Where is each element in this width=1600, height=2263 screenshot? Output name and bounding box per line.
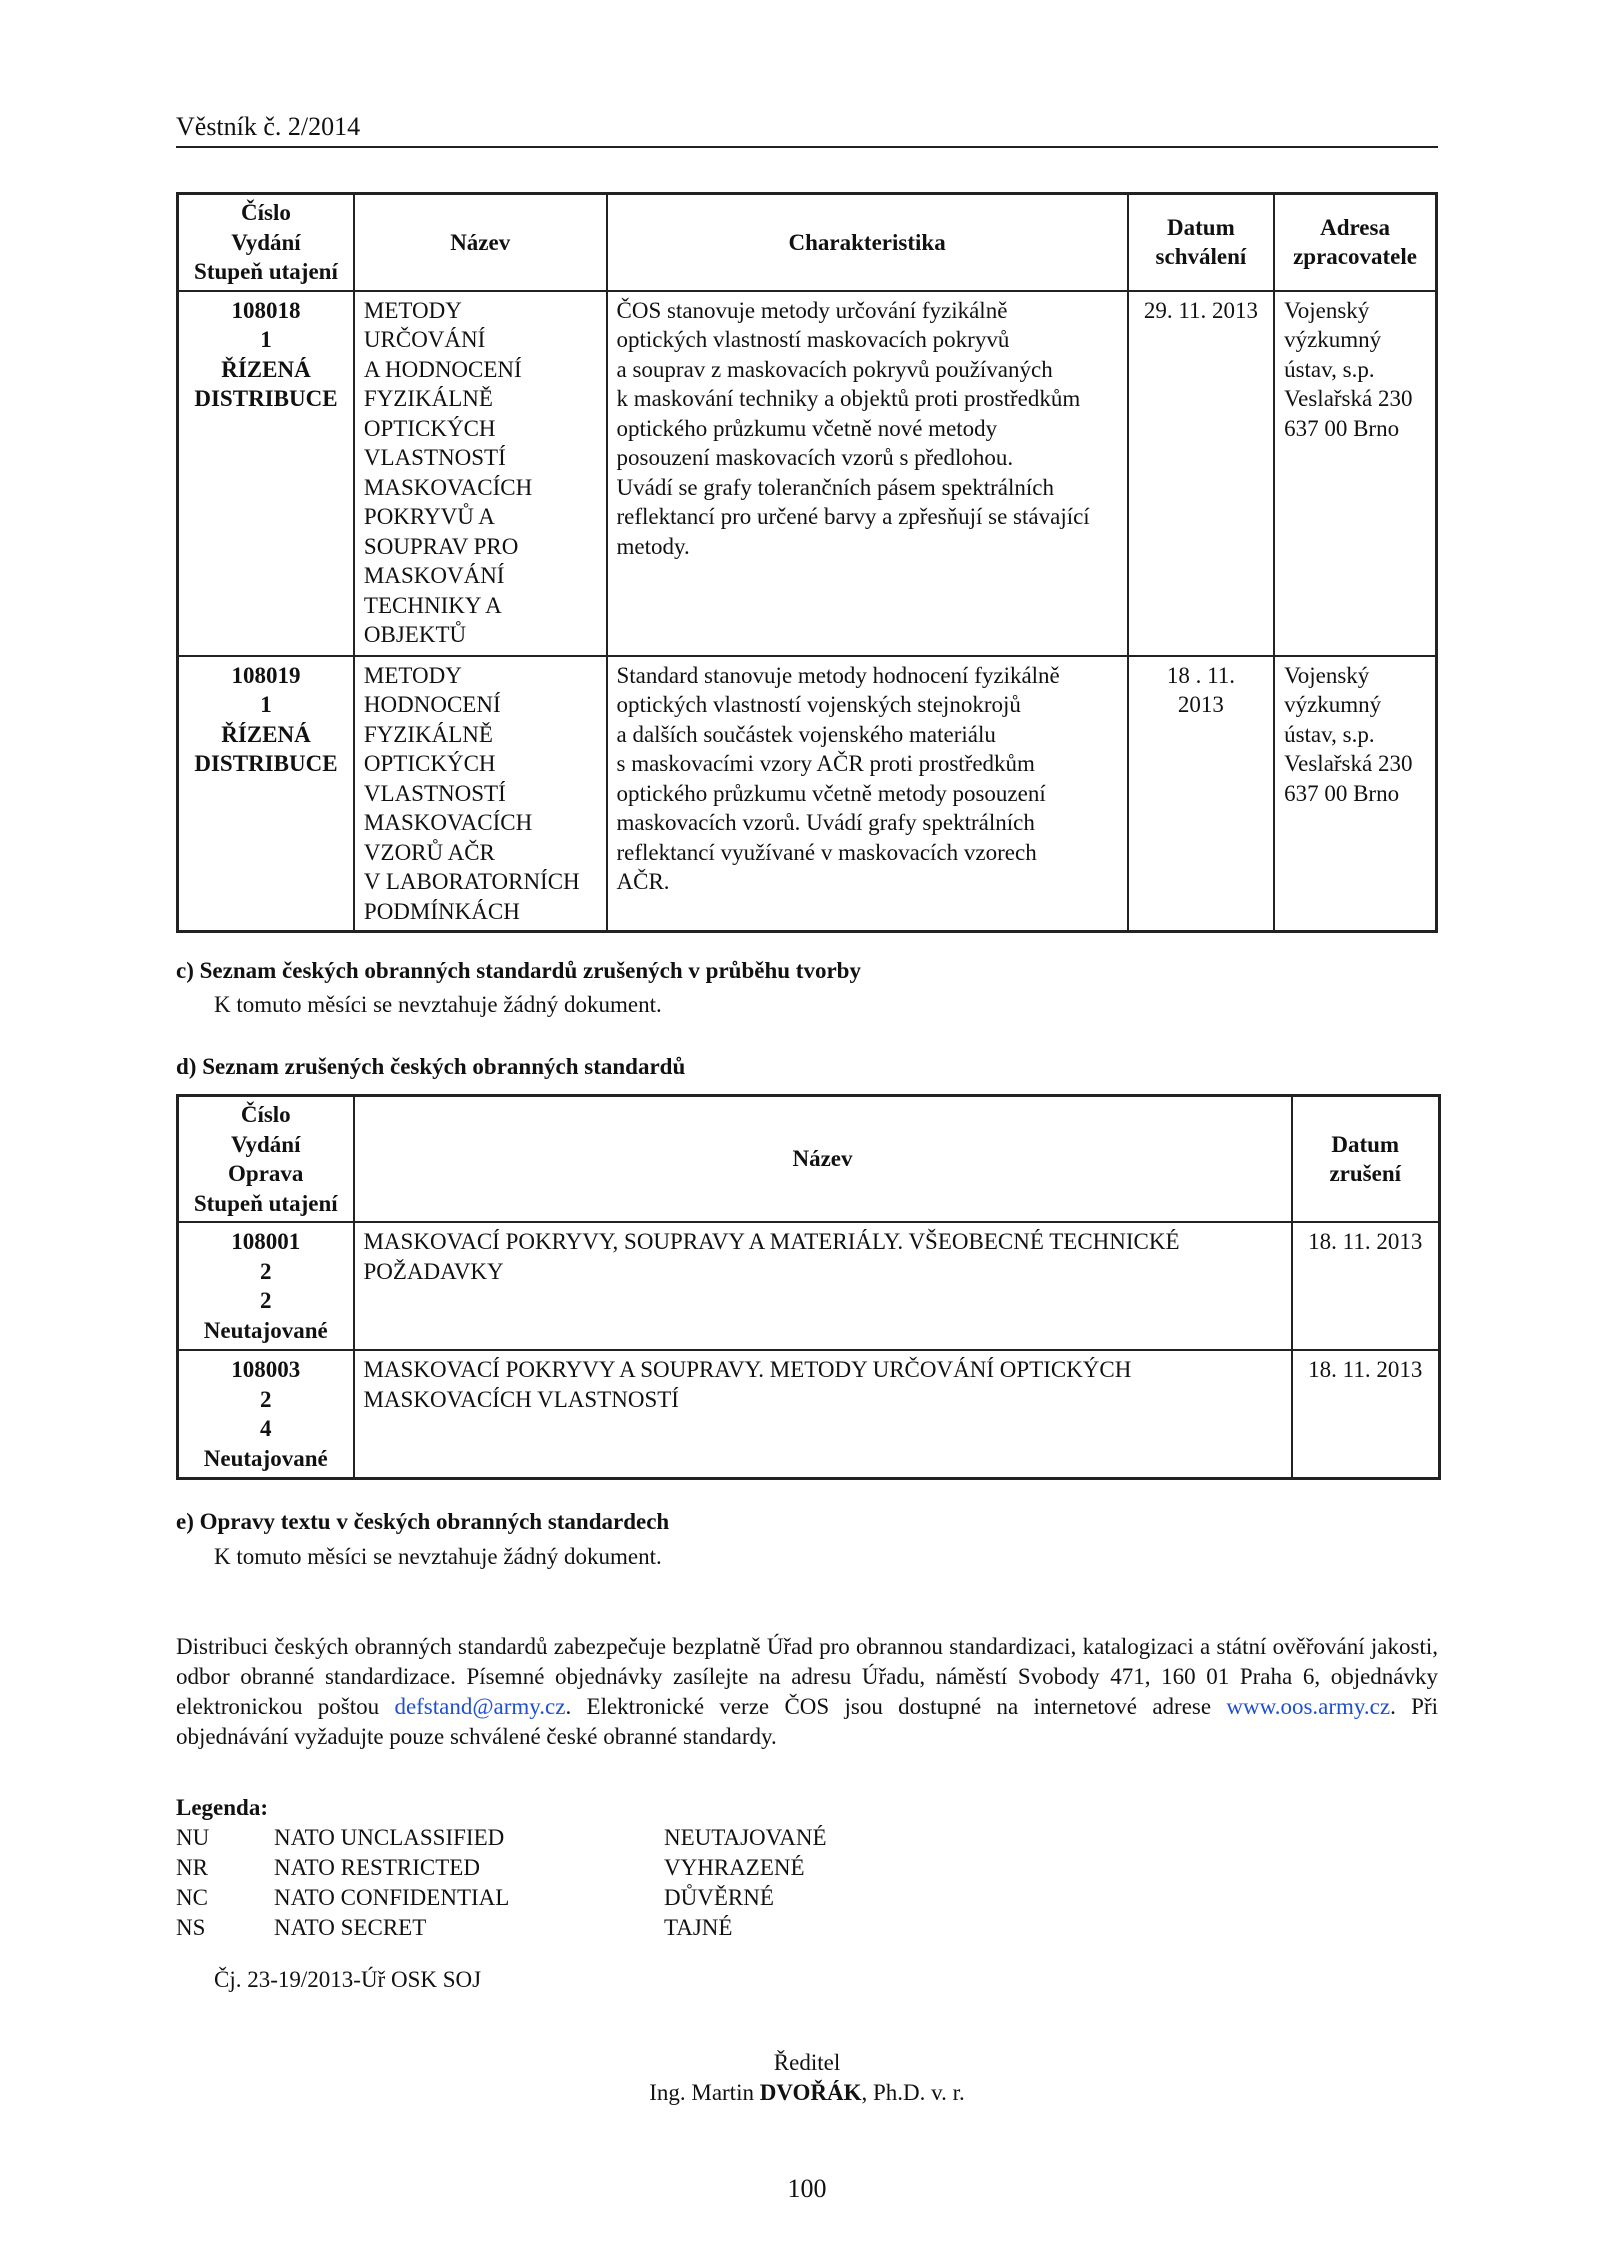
cancelled-standards-table (176, 1094, 1441, 1480)
legend (176, 1793, 827, 1943)
running-header: Věstník č. 2/2014 (176, 112, 1438, 148)
section-d-heading: d) Seznam zrušených českých obranných standardů (176, 1054, 686, 1079)
legend-code: NC (176, 1885, 208, 1910)
signature-name-prefix: Ing. Martin (649, 2080, 760, 2105)
cell-standard-id: 108001 2 2 Neutajované (178, 1222, 354, 1350)
section-e-note: K tomuto měsíci se nevztahuje žádný dokument. (214, 1544, 662, 1569)
page-number: 100 (787, 2174, 827, 2203)
cell-approval-date: 29. 11. 2013 (1128, 291, 1274, 656)
legend-czech: NEUTAJOVANÉ (664, 1825, 827, 1850)
distribution-text: Distribuci českých obranných standardů zabezpečuje bezplatně Úřad pro obrannou standardizaci, katalogizaci a státní ověřování jakosti, odbor obranné standardizace. Písemné objednávky zasílejte na adresu Úřadu, náměstí Svobody 471, 160 01 Praha 6, objednávky elektronickou poštou (176, 1634, 1438, 1719)
table-row (178, 291, 1437, 656)
distribution-text: . Elektronické verze ČOS jsou dostupné na internetové adrese (565, 1694, 1227, 1719)
legend-item (176, 1853, 805, 1883)
website-link[interactable]: www.oos.army.cz (1226, 1694, 1391, 1719)
cell-standard-id: 108003 2 4 Neutajované (178, 1350, 354, 1479)
legend-title: Legenda: (176, 1795, 268, 1820)
signature-role: Ředitel (773, 2050, 841, 2075)
section-c-heading: c) Seznam českých obranných standardů zrušených v průběhu tvorby (176, 958, 861, 983)
cell-standard-name: MASKOVACÍ POKRYVY A SOUPRAVY. METODY URČOVÁNÍ OPTICKÝCH MASKOVACÍCH VLASTNOSTÍ (354, 1350, 1292, 1479)
table-header-row (178, 1096, 1440, 1223)
reference-number: Čj. 23-19/2013-Úř OSK SOJ (214, 1967, 482, 1992)
cell-standard-id: 108018 1 ŘÍZENÁ DISTRIBUCE (178, 291, 354, 656)
signature-surname: DVOŘÁK (759, 2080, 862, 2105)
legend-code: NS (176, 1915, 206, 1940)
table-row (178, 1222, 1440, 1350)
signature-name-suffix: , Ph.D. v. r. (861, 2080, 965, 2105)
col-header-name: Název (354, 1096, 1292, 1223)
section-c-note: K tomuto měsíci se nevztahuje žádný dokument. (214, 992, 662, 1017)
cell-standard-name: METODY HODNOCENÍ FYZIKÁLNĚ OPTICKÝCH VLASTNOSTÍ MASKOVACÍCH VZORŮ AČR V LABORATORNÍCH PODMÍNKÁCH (354, 656, 607, 932)
col-header-cancel-date: Datum zrušení (1292, 1096, 1440, 1223)
table-header-row (178, 194, 1437, 291)
legend-item (176, 1823, 827, 1853)
col-header-characteristics: Charakteristika (607, 194, 1128, 291)
cell-standard-name: METODY URČOVÁNÍ A HODNOCENÍ FYZIKÁLNĚ OPTICKÝCH VLASTNOSTÍ MASKOVACÍCH POKRYVŮ A SOUPRAV PRO MASKOVÁNÍ TECHNIKY A OBJEKTŮ (354, 291, 607, 656)
legend-item (176, 1913, 733, 1943)
cell-cancel-date: 18. 11. 2013 (1292, 1222, 1440, 1350)
legend-code: NR (176, 1855, 208, 1880)
email-link[interactable]: defstand@army.cz (394, 1694, 566, 1719)
col-header-address: Adresa zpracovatele (1274, 194, 1436, 291)
legend-nato: NATO SECRET (274, 1915, 427, 1940)
table-row (178, 1350, 1440, 1479)
col-header-name: Název (354, 194, 607, 291)
legend-czech: DŮVĚRNÉ (664, 1885, 774, 1910)
col-header-number: Číslo Vydání Oprava Stupeň utajení (178, 1096, 354, 1223)
cell-standard-name: MASKOVACÍ POKRYVY, SOUPRAVY A MATERIÁLY. VŠEOBECNÉ TECHNICKÉ POŽADAVKY (354, 1222, 1292, 1350)
cell-address: Vojenský výzkumný ústav, s.p. Veslařská 230 637 00 Brno (1274, 291, 1436, 656)
cell-cancel-date: 18. 11. 2013 (1292, 1350, 1440, 1479)
col-header-number: Číslo Vydání Stupeň utajení (178, 194, 354, 291)
distribution-text: . Při objednávání vyžadujte pouze schválené české obranné standardy. (176, 1694, 1438, 1749)
legend-czech: TAJNÉ (664, 1915, 733, 1940)
cell-standard-description: ČOS stanovuje metody určování fyzikálně optických vlastností maskovacích pokryvů a souprav z maskovacích pokryvů používaných k maskování techniky a objektů proti prostředkům optického průzkumu včetně nové metody posouzení maskovacích vzorů s předlohou. Uvádí se grafy tolerančních pásem spektrálních reflektancí pro určené barvy a zpřesňují se stávající metody. (607, 291, 1128, 656)
distribution-paragraph (176, 1632, 1438, 1752)
table-row (178, 656, 1437, 932)
cell-approval-date: 18 . 11. 2013 (1128, 656, 1274, 932)
cell-standard-id: 108019 1 ŘÍZENÁ DISTRIBUCE (178, 656, 354, 932)
cell-address: Vojenský výzkumný ústav, s.p. Veslařská 230 637 00 Brno (1274, 656, 1436, 932)
cell-standard-description: Standard stanovuje metody hodnocení fyzikálně optických vlastností vojenských stejnokrojů a dalších součástek vojenského materiálu s maskovacími vzory AČR proti prostředkům optického průzkumu včetně metody posouzení maskovacích vzorů. Uvádí grafy spektrálních reflektancí využívané v maskovacích vzorech AČR. (607, 656, 1128, 932)
section-e-heading: e) Opravy textu v českých obranných standardech (176, 1509, 670, 1534)
signature-name (176, 2078, 1438, 2108)
legend-code: NU (176, 1825, 210, 1850)
legend-nato: NATO RESTRICTED (274, 1855, 480, 1880)
legend-item (176, 1883, 774, 1913)
col-header-approval-date: Datum schválení (1128, 194, 1274, 291)
legend-nato: NATO CONFIDENTIAL (274, 1885, 510, 1910)
approved-standards-table (176, 192, 1438, 933)
legend-czech: VYHRAZENÉ (664, 1855, 805, 1880)
legend-nato: NATO UNCLASSIFIED (274, 1825, 505, 1850)
